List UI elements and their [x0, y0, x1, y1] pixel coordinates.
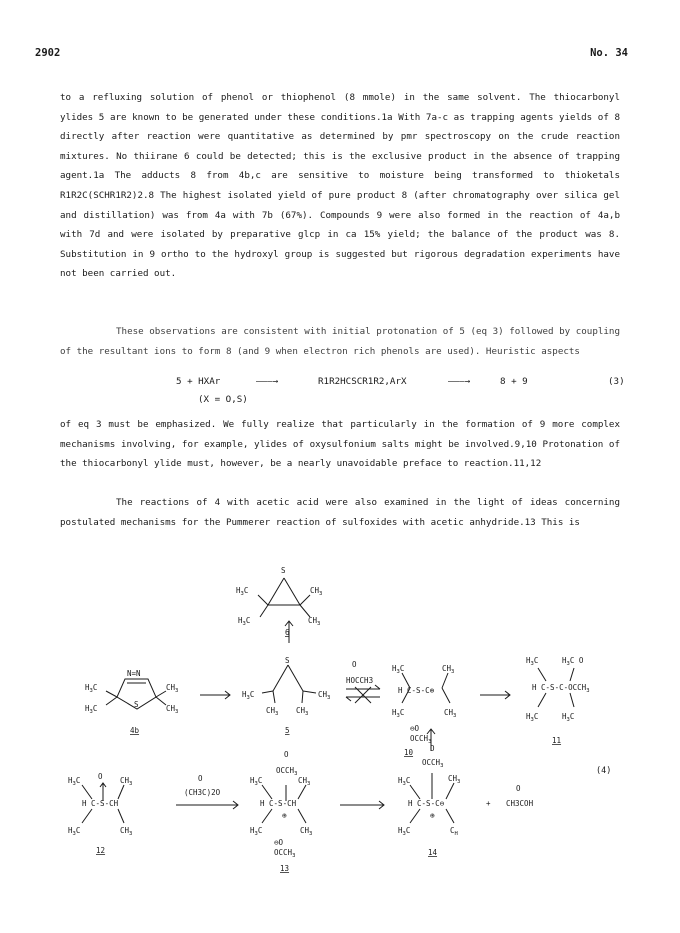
- acetic-anhydride-reagent: (CH3C)2O: [184, 788, 221, 797]
- svg-text:CH3: $CH_3$: [448, 774, 461, 785]
- compound-14-label: 14: [428, 848, 438, 857]
- eq3-arrow-1: ———→: [256, 376, 279, 387]
- svg-text:CH3: $CH_3$: [444, 708, 457, 719]
- paragraph-2-text: These observations are consistent with initial protonation of 5 (eq 3) followed by coupling of the resultant ions to form 8 (and 9 when electron rich phenols are used). Heuristic aspects: [60, 326, 620, 357]
- svg-text:H3C: $H_3C$: [236, 586, 249, 597]
- eq3-intermediate: R1R2HCSCR1R2,ArX: [318, 376, 407, 387]
- svg-text:O: O: [98, 772, 103, 781]
- svg-text:⊕: ⊕: [282, 811, 287, 820]
- page-number: 2902: [35, 47, 61, 59]
- svg-text:CH3: $CH_3$: [266, 706, 279, 717]
- eq3-products: 8 + 9: [500, 376, 528, 387]
- svg-text:H3C: $H_3C$: [250, 826, 263, 837]
- paragraph-3: [60, 415, 620, 474]
- svg-text:CH3: $CH_3$: [318, 690, 331, 701]
- svg-text:H3C: $H_3C$: [392, 664, 405, 675]
- svg-text:O: O: [284, 750, 289, 759]
- svg-text:H3C: $H_3C$: [398, 776, 411, 787]
- paragraph-1-text: to a refluxing solution of phenol or thiophenol (8 mmole) in the same solvent. The thiocarbonyl ylides 5 are known to be generated under these conditions.1a With 7a-c as trapping agents yields of 8 directly after reaction were quantitative as determined by pmr spectroscopy on the crude reaction mixtures. No thiirane 6 could be detected; this is the exclusive product in the absence of trapping agent.1a The adducts 8 from 4b,c are sensitive to moisture being transformed to thioketals R1R2C(SCHR1R2)2.8 The highest isolated yield of pure product 8 (after chromatography over silica gel and distillation) was from 4a with 7b (67%). Compounds 9 were also formed in the reaction of 4a,b with 7d and were isolated by preparative glcp in ca 15% yield; the balance of the product was 8. Substitution in 9 ortho to the hydroxyl group is suggested but rigorous degradation experiments have not been carried out.: [60, 92, 620, 280]
- eq3-arrow-2: ———→: [448, 376, 471, 387]
- svg-text:CH3: $CH_3$: [166, 683, 179, 694]
- compound-4b-label: 4b: [130, 726, 140, 735]
- acetic-acid-reagent: HOCCH3: [346, 676, 374, 685]
- svg-text:+: +: [486, 799, 491, 808]
- svg-text:⊖O: ⊖O: [274, 838, 284, 847]
- svg-text:H3C: $H_3C$: [398, 826, 411, 837]
- svg-text:H3C: $H_3C$: [526, 712, 539, 723]
- svg-text:H3C: $H_3C$: [68, 826, 81, 837]
- compound-10-label: 10: [404, 748, 414, 757]
- thiirane-6-structure: [258, 578, 310, 617]
- svg-text:CH3: $CH_3$: [300, 826, 313, 837]
- paragraph-4-text: The reactions of 4 with acetic acid were also examined in the light of ideas concerning postulated mechanisms for the Pummerer reaction of sulfoxides with acetic anhydride.13 This is: [60, 497, 620, 528]
- eq3-number: (3): [608, 376, 625, 387]
- svg-text:H3C: $H_3C$: [68, 776, 81, 787]
- svg-text:H C-S-CH: H C-S-CH: [82, 799, 119, 808]
- svg-text:⊖O: ⊖O: [410, 724, 420, 733]
- svg-text:H3C: $H_3C$: [392, 708, 405, 719]
- svg-text:S: S: [285, 656, 290, 665]
- compound-13-label: 13: [280, 864, 290, 873]
- compound-11-label: 11: [552, 736, 562, 745]
- svg-text:CH3: $CH_3$: [308, 616, 321, 627]
- svg-text:CH: $C_H$: [450, 826, 458, 837]
- eq4-number: (4): [596, 766, 612, 776]
- svg-text:O: O: [430, 744, 435, 753]
- compound-5-label: 5: [285, 726, 290, 735]
- svg-text:O: O: [198, 774, 203, 783]
- svg-text:CH3: $CH_3$: [442, 664, 455, 675]
- paragraph-1: [60, 88, 620, 284]
- reaction-scheme: [0, 533, 680, 933]
- svg-text:S: S: [281, 566, 286, 575]
- acetic-acid-product: CH3COH: [506, 799, 534, 808]
- svg-text:H3C: $H_3C$: [238, 616, 251, 627]
- svg-text:H3C: $H_3C$: [242, 690, 255, 701]
- svg-text:CH3: $CH_3$: [296, 706, 309, 717]
- thiocarbonyl-ylide-5-structure: [262, 665, 316, 703]
- svg-text:H C-S-C⊕: H C-S-C⊕: [398, 686, 435, 695]
- svg-text:H3C: $H_3C$: [85, 704, 98, 715]
- svg-text:O: O: [516, 784, 521, 793]
- equation-3: [0, 368, 680, 418]
- journal-number: No. 34: [590, 47, 628, 59]
- svg-text:OCCH3: $OCCH_3$: [422, 758, 444, 769]
- paragraph-3-text: of eq 3 must be emphasized. We fully realize that particularly in the formation of 9 more complex mechanisms involving, for example, ylides of oxysulfonium salts might be involved.9,10 Protonation of the thiocarbonyl ylide must, however, be a nearly unavoidable preface to reaction.11,12: [60, 419, 620, 470]
- svg-text:N=N: N=N: [127, 669, 141, 678]
- svg-text:H3C: $H_3C$: [562, 712, 575, 723]
- svg-text:CH3: $CH_3$: [166, 704, 179, 715]
- svg-text:CH3: $CH_3$: [120, 776, 133, 787]
- svg-text:H3C: $H_3C$: [526, 656, 539, 667]
- svg-text:OCCH3: $OCCH_3$: [276, 766, 298, 777]
- paragraph-2: [60, 322, 620, 361]
- svg-text:H3C: $H_3C$: [250, 776, 263, 787]
- svg-text:CH3: $CH_3$: [298, 776, 311, 787]
- svg-text:H C-S-C⊖: H C-S-C⊖: [408, 799, 445, 808]
- svg-text:H C-S-C-OCCH3: H $C-S-C-OCCH_3$: [532, 683, 590, 694]
- svg-text:H C-S-CH: H C-S-CH: [260, 799, 297, 808]
- svg-text:S: S: [134, 700, 139, 709]
- svg-text:⊕: ⊕: [430, 811, 435, 820]
- paragraph-4: [60, 493, 620, 532]
- svg-text:OCCH3: $OCCH_3$: [274, 848, 296, 859]
- svg-text:CH3: $CH_3$: [120, 826, 133, 837]
- svg-text:OCCH3: $OCCH_3$: [410, 734, 432, 745]
- eq3-reactants: 5 + HXAr: [176, 376, 221, 387]
- eq3-condition: (X = O,S): [198, 394, 248, 405]
- compound-6-label: 6: [285, 628, 290, 637]
- svg-text:O: O: [352, 660, 357, 669]
- svg-text:H3C O: $H_3C$ O: [562, 656, 584, 667]
- svg-text:CH3: $CH_3$: [310, 586, 323, 597]
- compound-12-label: 12: [96, 846, 106, 855]
- svg-text:H3C: $H_3C$: [85, 683, 98, 694]
